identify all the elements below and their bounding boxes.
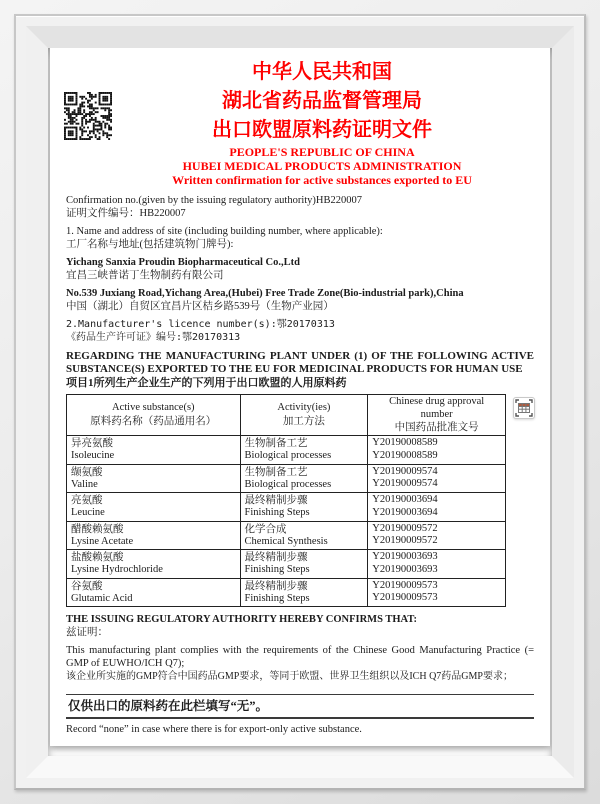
title-line: Written confirmation for active substances exported to EU bbox=[172, 173, 472, 187]
site-heading-en: 1. Name and address of site (including building number, where applicable): bbox=[66, 226, 383, 237]
substance-cell bbox=[67, 464, 241, 493]
approval-line: Y20190003694 bbox=[372, 494, 438, 506]
frame-bevel bbox=[26, 26, 574, 778]
confirmation-number-en: Confirmation no.(given by the issuing regulatory authority)HB220007 bbox=[66, 195, 362, 206]
approval-line: Y20190003693 bbox=[372, 563, 438, 575]
title-line: 出口欧盟原料药证明文件 bbox=[212, 119, 432, 141]
substance-en: Isoleucine bbox=[71, 450, 115, 461]
col-header-approval-zh: 中国药品批准文号 bbox=[394, 422, 479, 433]
substance-table bbox=[66, 394, 506, 607]
activity-en: Chemical Synthesis bbox=[244, 535, 328, 547]
activity-cell bbox=[240, 578, 368, 607]
title-line: HUBEI MEDICAL PRODUCTS ADMINISTRATION bbox=[182, 159, 462, 173]
table-row bbox=[67, 464, 506, 493]
substance-cell bbox=[67, 521, 241, 550]
company-name-en: Yichang Sanxia Proudin Biopharmaceutical Co.,Ltd bbox=[66, 257, 300, 268]
activity-zh: 生物制备工艺 bbox=[244, 438, 308, 449]
substance-en: Leucine bbox=[71, 507, 105, 518]
site-heading bbox=[66, 225, 534, 252]
approval-line: Y20190009573 bbox=[372, 579, 438, 591]
confirms-heading bbox=[66, 613, 534, 640]
title-line: 中华人民共和国 bbox=[252, 61, 392, 83]
title-english bbox=[110, 145, 534, 187]
substance-zh: 异亮氨酸 bbox=[71, 438, 113, 449]
licence-number bbox=[66, 318, 534, 344]
activity-cell bbox=[240, 550, 368, 579]
confirms-heading-zh: 兹证明： bbox=[66, 627, 108, 638]
title-line: 湖北省药品监督管理局 bbox=[222, 90, 422, 112]
frame-opening bbox=[48, 48, 552, 756]
col-header-activity-en: Activity(ies) bbox=[277, 402, 331, 414]
confirmation-number-zh: 证明文件编号：HB220007 bbox=[66, 208, 186, 219]
frame-inner-band bbox=[14, 14, 586, 790]
certificate-document bbox=[50, 48, 550, 746]
col-header-substance-en: Active substance(s) bbox=[112, 402, 195, 414]
company-name bbox=[66, 256, 534, 283]
approval-line: Y20190003693 bbox=[372, 551, 438, 563]
export-note-en: Record “none” in case where there is for export-only active substance. bbox=[66, 724, 362, 735]
title-line: PEOPLE'S REPUBLIC OF CHINA bbox=[229, 145, 415, 159]
table-capture-icon bbox=[515, 399, 533, 417]
substance-cell bbox=[67, 436, 241, 465]
table-row bbox=[67, 578, 506, 607]
table-row bbox=[67, 550, 506, 579]
activity-zh: 最终精制步骤 bbox=[244, 495, 308, 506]
export-note bbox=[66, 694, 534, 736]
substance-zh: 醋酸赖氨酸 bbox=[71, 523, 124, 535]
company-name-zh: 宜昌三峡普诺丁生物制药有限公司 bbox=[66, 270, 224, 281]
document-header bbox=[66, 54, 534, 187]
substance-cell bbox=[67, 578, 241, 607]
approval-line: Y20190009574 bbox=[372, 465, 438, 477]
substance-table-container bbox=[66, 394, 534, 607]
regarding-statement bbox=[66, 350, 534, 390]
substance-en: Glutamic Acid bbox=[71, 592, 133, 604]
table-header-row bbox=[67, 395, 506, 436]
company-address-en: No.539 Juxiang Road,Yichang Area,(Hubei) Free Trade Zone(Bio-industrial park),China bbox=[66, 288, 464, 299]
activity-en: Biological processes bbox=[244, 478, 332, 490]
confirms-heading-en: THE ISSUING REGULATORY AUTHORITY HEREBY CONFIRMS THAT: bbox=[66, 614, 418, 625]
company-address-zh: 中国（湖北）自贸区宜昌片区桔乡路539号（生物产业园） bbox=[66, 301, 334, 312]
approval-cell bbox=[368, 464, 506, 493]
substance-cell bbox=[67, 550, 241, 579]
substance-en: Valine bbox=[71, 478, 98, 490]
approval-line: Y20190009573 bbox=[372, 592, 438, 604]
approval-line: Y20190008589 bbox=[372, 449, 438, 461]
confirmation-number bbox=[66, 194, 534, 221]
export-note-zh: 仅供出口的原料药在此栏填写“无”。 bbox=[68, 699, 269, 713]
activity-zh: 化学合成 bbox=[244, 523, 287, 535]
gmp-statement-en: This manufacturing plant complies with the requirements of the Chinese Good Manufacturing Practice (= GMP of EUWHO/ICH Q7); bbox=[66, 645, 534, 669]
regarding-statement-zh: 项目1所列生产企业生产的下列用于出口欧盟的人用原料药 bbox=[66, 377, 347, 389]
substance-zh: 缬氨酸 bbox=[71, 466, 103, 478]
title-chinese bbox=[110, 58, 534, 145]
substance-zh: 亮氨酸 bbox=[71, 495, 103, 506]
activity-cell bbox=[240, 436, 368, 465]
approval-cell bbox=[368, 436, 506, 465]
table-row bbox=[67, 493, 506, 522]
substance-zh: 谷氨酸 bbox=[71, 580, 103, 592]
company-address bbox=[66, 287, 534, 314]
substance-zh: 盐酸赖氨酸 bbox=[71, 552, 124, 563]
licence-number-zh: 《药品生产许可证》编号:鄂20170313 bbox=[66, 332, 241, 343]
approval-line: Y20190009574 bbox=[372, 478, 438, 490]
qr-code-icon bbox=[64, 92, 112, 140]
activity-en: Finishing Steps bbox=[244, 592, 310, 604]
table-capture-button[interactable] bbox=[513, 397, 535, 419]
approval-cell bbox=[368, 550, 506, 579]
col-header-approval bbox=[368, 395, 506, 436]
approval-line: Y20190008589 bbox=[372, 437, 438, 449]
approval-line: Y20190009572 bbox=[372, 522, 438, 534]
licence-number-en: 2.Manufacturer's licence number(s):鄂20170313 bbox=[66, 319, 335, 330]
substance-en: Lysine Acetate bbox=[71, 535, 134, 547]
divider bbox=[66, 717, 534, 719]
table-row bbox=[67, 521, 506, 550]
activity-cell bbox=[240, 493, 368, 522]
col-header-substance bbox=[67, 395, 241, 436]
activity-zh: 生物制备工艺 bbox=[244, 466, 308, 478]
substance-en: Lysine Hydrochloride bbox=[71, 564, 163, 575]
activity-zh: 最终精制步骤 bbox=[244, 580, 308, 592]
activity-en: Finishing Steps bbox=[244, 507, 310, 518]
gmp-statement bbox=[66, 644, 534, 684]
approval-cell bbox=[368, 578, 506, 607]
substance-cell bbox=[67, 493, 241, 522]
activity-en: Biological processes bbox=[244, 450, 332, 461]
col-header-activity-zh: 加工方法 bbox=[282, 415, 325, 427]
activity-cell bbox=[240, 464, 368, 493]
activity-en: Finishing Steps bbox=[244, 564, 310, 575]
site-heading-zh: 工厂名称与地址(包括建筑物门牌号): bbox=[66, 239, 234, 250]
activity-cell bbox=[240, 521, 368, 550]
activity-zh: 最终精制步骤 bbox=[244, 552, 308, 563]
approval-line: Y20190009572 bbox=[372, 535, 438, 547]
col-header-approval-en: Chinese drug approval number bbox=[389, 396, 485, 420]
approval-cell bbox=[368, 521, 506, 550]
table-row bbox=[67, 436, 506, 465]
col-header-substance-zh: 原料药名称（药品通用名） bbox=[90, 415, 217, 427]
col-header-activity bbox=[240, 395, 368, 436]
approval-line: Y20190003694 bbox=[372, 506, 438, 518]
gmp-statement-zh: 该企业所实施的GMP符合中国药品GMP要求，等同于欧盟、世界卫生组织以及ICH Q7药品GMP要求； bbox=[66, 671, 513, 682]
approval-cell bbox=[368, 493, 506, 522]
regarding-statement-en: REGARDING THE MANUFACTURING PLANT UNDER (1) OF THE FOLLOWING ACTIVE SUBSTANCE(S) EXPORTED TO THE EU FOR MEDICINAL PRODUCTS FOR HUMAN USE bbox=[66, 350, 534, 375]
